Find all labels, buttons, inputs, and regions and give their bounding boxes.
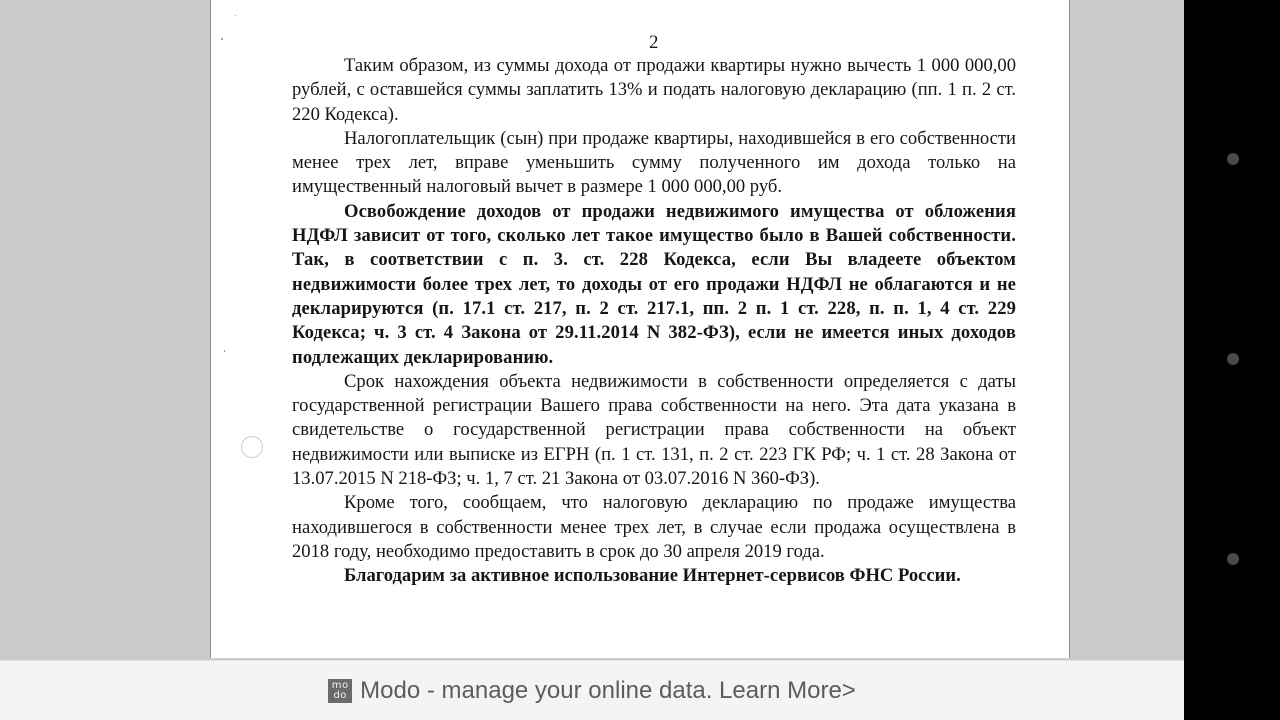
scan-speck [224,350,225,352]
punch-hole-mark [241,436,263,458]
modo-logo-bottom: do [333,689,347,701]
paragraph-declaration-deadline: Кроме того, сообщаем, что налоговую декларацию по продаже имущества находившегося в собственности менее трех лет, в случае если продажа осуществлена в 2018 году, необходимо предоставить в срок до 30 апреля 2019 года. [292,492,1016,562]
paragraph-taxpayer-son: Налогоплательщик (сын) при продаже квартиры, находившейся в его собственности менее трех лет, вправе уменьшить сумму полученного им дохода только на имущественный налоговый вычет в размере 1 000 000,00 руб. [292,127,1016,198]
scan-speck [221,38,223,40]
modo-logo-icon [328,679,352,703]
modo-logo-top: mo [331,679,349,691]
ad-banner-link[interactable] [328,677,856,705]
nav-dot-icon[interactable] [1227,153,1239,165]
ad-banner-text[interactable]: Modo - manage your online data. Learn More> [360,676,856,704]
paragraph-thanks: Благодарим за активное использование Интернет-сервисов ФНС России. [344,565,961,587]
scan-speck [235,15,236,16]
document-body [292,54,1016,589]
paragraph-deduction-summary: Таким образом, из суммы дохода от продажи квартиры нужно вычесть 1 000 000,00 рублей, с оставшейся суммы заплатить 13% и подать налоговую декларацию (пп. 1 п. 2 ст. 220 Кодекса). [292,55,1016,125]
side-navigation-bar [1184,0,1280,720]
page-number: 2 [649,32,659,53]
nav-dot-icon[interactable] [1227,353,1239,365]
nav-dot-icon[interactable] [1227,553,1239,565]
ad-banner[interactable] [0,660,1184,720]
document-page[interactable] [210,0,1070,658]
paragraph-exemption-rules: Освобождение доходов от продажи недвижимого имущества от обложения НДФЛ зависит от того, сколько лет такое имущество было в Вашей собственности. Так, в соответствии с п. 3. ст. 228 Кодекса, если Вы владеете объектом недвижимости более трех лет, то доходы от его продажи НДФЛ не облагаются и не декларируются (п. 17.1 ст. 217, п. 2 ст. 217.1, пп. 2 п. 1 ст. 228, п. п. 1, 4 ст. 229 Кодекса; ч. 3 ст. 4 Закона от 29.11.2014 N 382-ФЗ), если не имеется иных доходов подлежащих декларированию. [292,200,1016,368]
paragraph-ownership-period: Срок нахождения объекта недвижимости в собственности определяется с даты государственной регистрации Вашего права собственности на него. Эта дата указана в свидетельстве о государственной регистрации права собственности на объект недвижимости или выписке из ЕГРН (п. 1 ст. 131, п. 2 ст. 223 ГК РФ; ч. 1 ст. 28 Закона от 13.07.2015 N 218-ФЗ; ч. 1, 7 ст. 21 Закона от 03.07.2016 N 360-ФЗ). [292,370,1016,490]
